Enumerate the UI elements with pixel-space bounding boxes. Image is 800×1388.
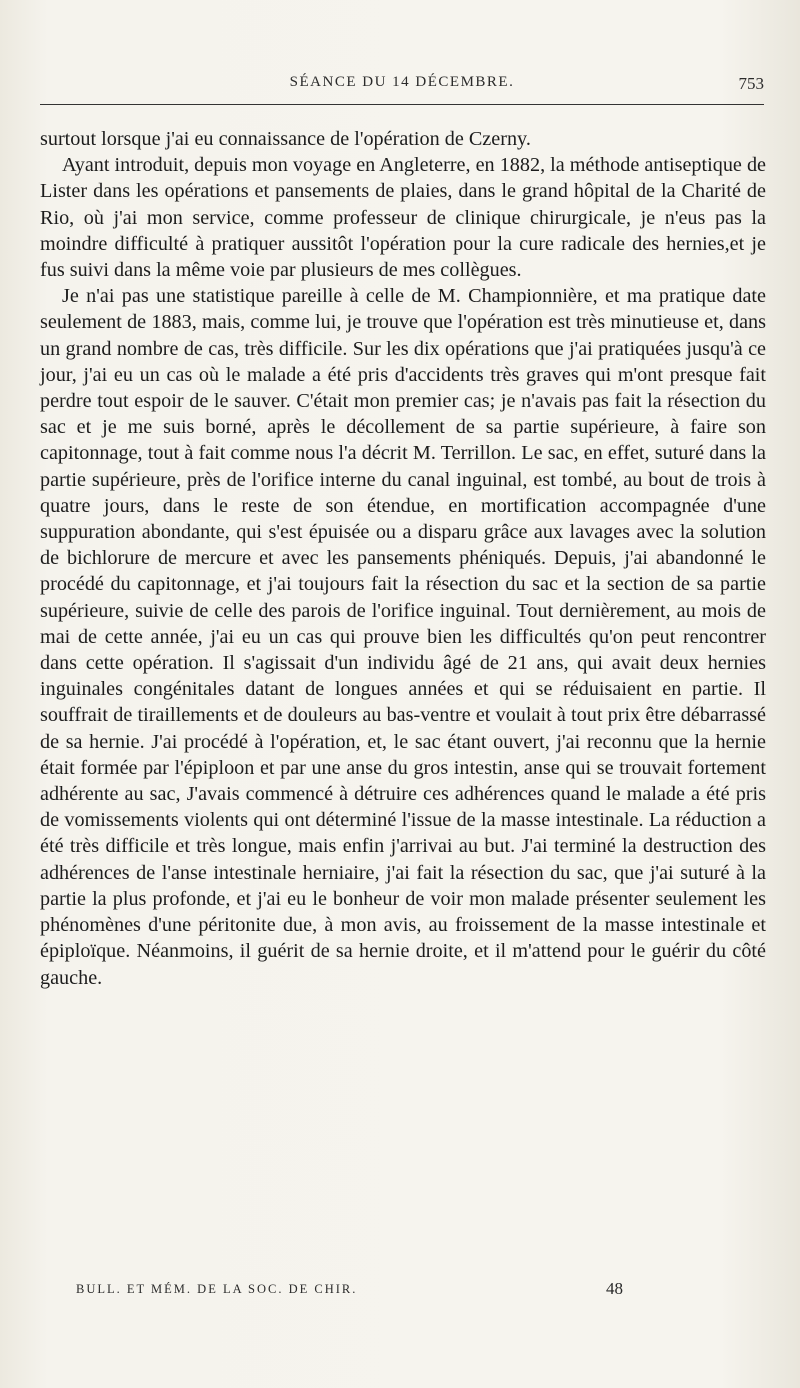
running-header <box>40 74 764 102</box>
header-rule <box>40 104 764 105</box>
paragraph-statistics: Je n'ai pas une statistique pareille à celle de M. Championnière, et ma pratique date seulement de 1883, mais, comme lui, je trouve que l'opération est très minutieuse et, dans un grand nombre de cas, très difficile. Sur les dix opérations que j'ai pratiquées jusqu'à ce jour, j'ai eu un cas où le malade a été pris d'accidents très graves qui m'ont presque fait perdre tout espoir de le sauver. C'était mon premier cas; je n'avais pas fait la résection du sac et je me suis borné, après le décollement de sa partie supérieure, à faire son capitonnage, tout à fait comme nous l'a décrit M. Terrillon. Le sac, en effet, suturé dans la partie supérieure, près de l'orifice interne du canal inguinal, est tombé, au bout de trois à quatre jours, dans le reste de son étendue, en mortification accompagnée d'une suppuration abondante, qui s'est épuisée ou a disparu grâce aux lavages avec la solution de bichlorure de mercure et avec les pansements phéniqués. Depuis, j'ai abandonné le procédé du capitonnage, et j'ai toujours fait la résection du sac et la section de sa partie supérieure, suivie de celle des parois de l'orifice inguinal. Tout dernièrement, au mois de mai de cette année, j'ai eu un cas qui prouve bien les difficultés qu'on peut rencontrer dans cette opération. Il s'agissait d'un individu âgé de 21 ans, qui avait deux hernies inguinales congénitales datant de longues années et qui se réduisaient en partie. Il souffrait de tiraillements et de douleurs au bas-ventre et voulait à tout prix être débarrassé de sa hernie. J'ai procédé à l'opération, et, le sac étant ouvert, j'ai reconnu que la hernie était formée par l'épiploon et par une anse du gros intestin, anse qui se trouvait fortement adhérente au sac, J'avais commencé à détruire ces adhérences quand le malade a été pris de vomissements violents qui ont déterminé l'issue de la masse intestinale. La réduction a été très difficile et très longue, mais enfin j'arrivai au but. J'ai terminé la destruction des adhérences de l'anse intestinale herniaire, j'ai fait la résection du sac, que j'ai suturé à la partie la plus profonde, et j'ai eu le bonheur de voir mon malade présenter seulement les phénomènes d'une péritonite due, à mon avis, au froissement de la masse intestinale et épiploïque. Néanmoins, il guérit de sa hernie droite, et il m'attend pour le guérir du côté gauche. <box>40 285 766 989</box>
body-text <box>40 126 766 991</box>
page-number: 753 <box>738 74 764 93</box>
journal-footer: BULL. ET MÉM. DE LA SOC. DE CHIR. <box>76 1282 358 1296</box>
paragraph-continuation: surtout lorsque j'ai eu connaissance de l'opération de Czerny. <box>40 128 531 150</box>
header-title: SÉANCE DU 14 DÉCEMBRE. <box>289 74 515 90</box>
page-footer <box>76 1279 726 1306</box>
signature-mark: 48 <box>606 1279 623 1298</box>
paragraph-lister-method: Ayant introduit, depuis mon voyage en Angleterre, en 1882, la méthode antiseptique de Lister dans les opérations et pansements de plaies, dans le grand hôpital de la Charité de Rio, où j'ai mon service, comme professeur de clinique chirurgicale, je n'eus pas la moindre difficulté à pratiquer aussitôt l'opération pour la cure radicale des hernies,et je fus suivi dans la même voie par plusieurs de mes collègues. <box>40 154 766 282</box>
